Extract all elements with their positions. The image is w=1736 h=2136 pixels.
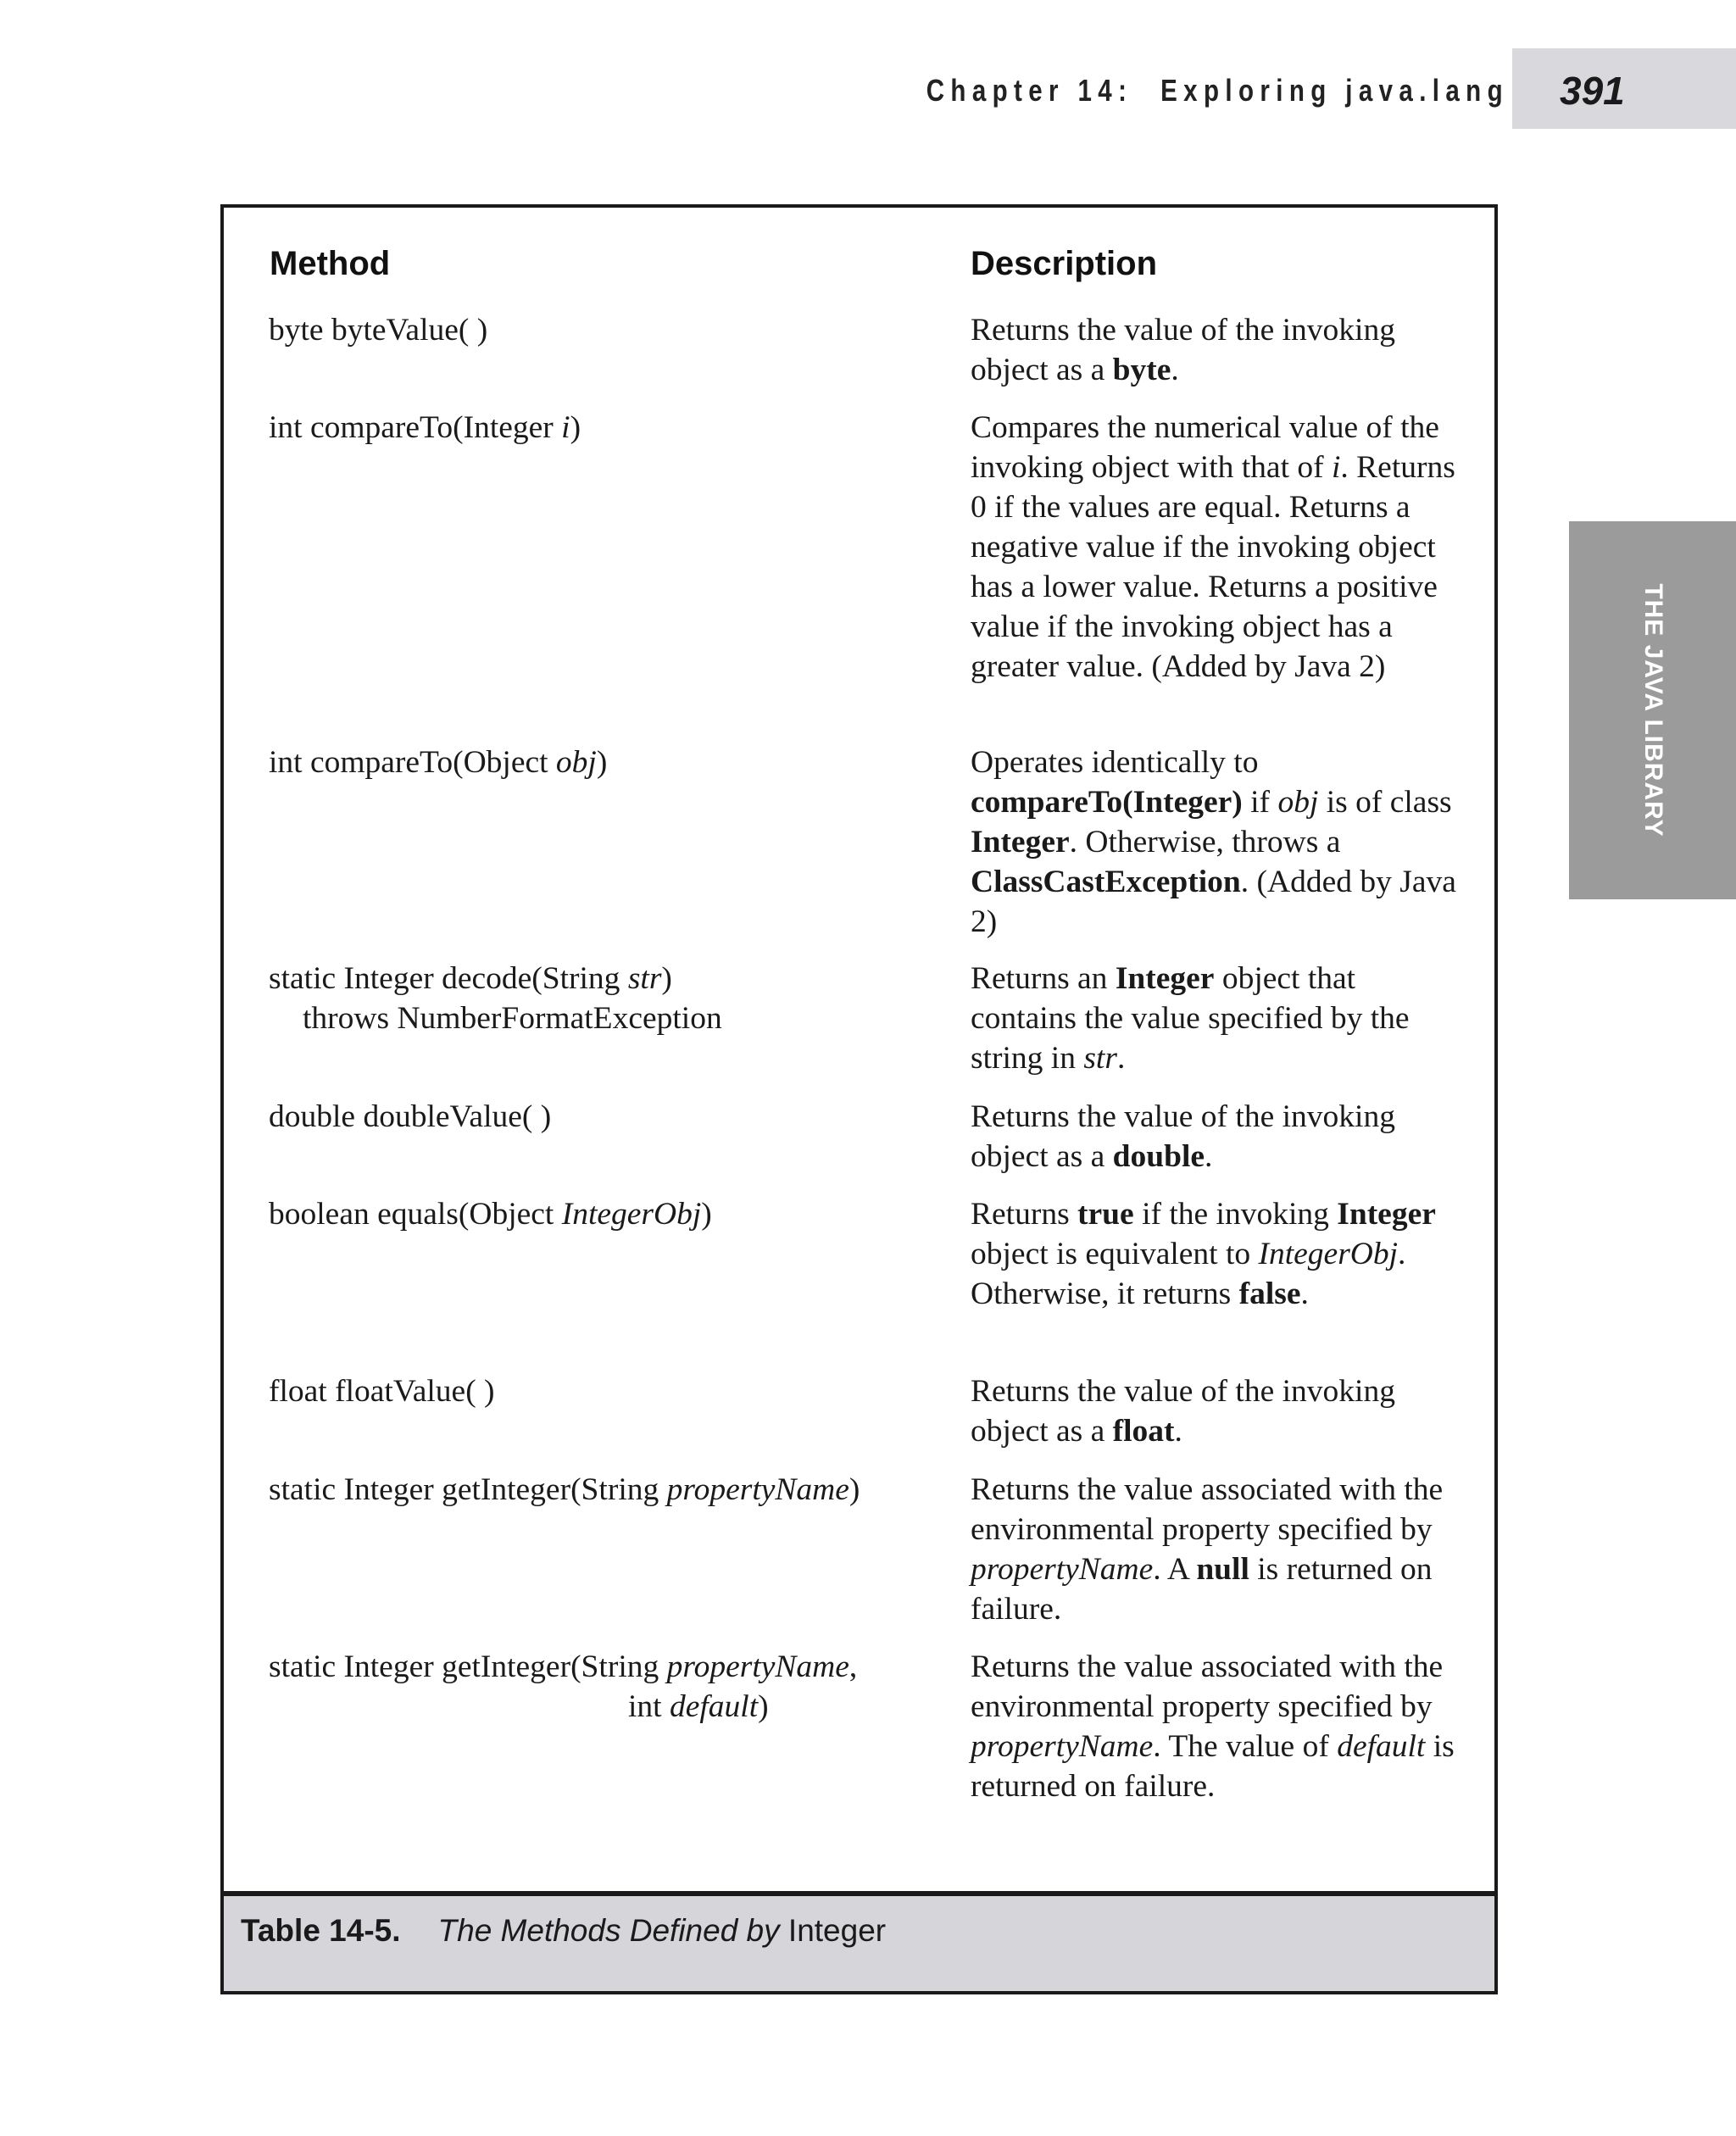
chapter-label: Chapter 14: bbox=[926, 73, 1133, 108]
text-run: byte byteValue( ) bbox=[269, 313, 488, 348]
text-run: . bbox=[1174, 1414, 1182, 1449]
chapter-title: Exploring java.lang bbox=[1160, 73, 1509, 108]
method-cell bbox=[269, 310, 971, 408]
bold-term: Integer bbox=[1115, 961, 1215, 996]
description-cell bbox=[971, 310, 1466, 408]
text-run: , bbox=[849, 1649, 858, 1684]
text-run: ) bbox=[661, 961, 672, 996]
description-cell bbox=[971, 1470, 1466, 1647]
table-row bbox=[269, 310, 1464, 408]
italic-term: IntegerObj bbox=[561, 1197, 702, 1232]
italic-term: IntegerObj bbox=[1258, 1237, 1399, 1271]
text-run: . Returns 0 if the values are equal. Returns a negative value if the invoking object has a lower value. Returns a positive value if the invoking object has a greater value. (Added by Java 2) bbox=[971, 450, 1455, 684]
table-caption-band bbox=[224, 1891, 1494, 1991]
text-run: Returns the value of the invoking object as a bbox=[971, 313, 1395, 387]
text-run: . bbox=[1205, 1139, 1213, 1174]
method-signature-continued bbox=[269, 1687, 971, 1727]
table-row bbox=[269, 408, 1464, 743]
description-cell bbox=[971, 408, 1466, 743]
column-header-method: Method bbox=[270, 245, 391, 282]
table-row bbox=[269, 1647, 1464, 1825]
table-row bbox=[269, 1371, 1464, 1470]
table-title-class: Integer bbox=[787, 1913, 887, 1948]
text-run: ) bbox=[596, 745, 608, 780]
bold-term: Integer bbox=[971, 825, 1070, 859]
text-run: float floatValue( ) bbox=[269, 1374, 495, 1409]
text-run: Returns the value associated with the environmental property specified by bbox=[971, 1649, 1444, 1724]
text-run: . bbox=[1116, 1041, 1126, 1076]
italic-term: default bbox=[669, 1689, 759, 1724]
text-run: if bbox=[1242, 785, 1278, 820]
text-run: ) bbox=[701, 1197, 712, 1232]
text-run: ) bbox=[758, 1689, 769, 1724]
text-run: if the invoking bbox=[1133, 1197, 1338, 1232]
table-number: Table 14-5. bbox=[241, 1913, 401, 1948]
text-run: . bbox=[1171, 353, 1179, 387]
italic-term: str bbox=[627, 961, 662, 996]
method-cell bbox=[269, 1097, 971, 1194]
text-run: boolean equals(Object bbox=[269, 1197, 562, 1232]
bold-term: float bbox=[1112, 1414, 1175, 1449]
text-run: is of class bbox=[1318, 785, 1452, 820]
text-run: int bbox=[628, 1689, 670, 1724]
italic-term: str bbox=[1083, 1041, 1117, 1076]
text-run: object is equivalent to bbox=[971, 1237, 1259, 1271]
column-header-description: Description bbox=[971, 245, 1158, 282]
text-run: . The value of bbox=[1153, 1729, 1338, 1764]
method-signature bbox=[269, 1649, 857, 1684]
italic-term: propertyName bbox=[666, 1649, 849, 1684]
italic-term: default bbox=[1337, 1729, 1426, 1764]
text-run: is returned on failure. bbox=[971, 1729, 1455, 1804]
method-cell bbox=[269, 1371, 971, 1470]
table-row bbox=[269, 1097, 1464, 1194]
bold-term: Integer bbox=[1337, 1197, 1436, 1232]
text-run: object that contains the value specified by the string in bbox=[971, 961, 1410, 1076]
table-row bbox=[269, 1470, 1464, 1647]
text-run: Returns the value of the invoking object as a bbox=[971, 1099, 1395, 1174]
italic-term: i bbox=[1331, 450, 1341, 485]
text-run: static Integer getInteger(String bbox=[269, 1472, 667, 1507]
method-cell bbox=[269, 1194, 971, 1371]
bold-term: double bbox=[1112, 1139, 1205, 1174]
text-run: int compareTo(Integer bbox=[269, 410, 562, 445]
bold-term: null bbox=[1196, 1552, 1249, 1587]
table-row bbox=[269, 1194, 1464, 1371]
page-number: 391 bbox=[1560, 69, 1625, 113]
text-run: Compares the numerical value of the invoking object with that of bbox=[971, 410, 1439, 485]
table-body bbox=[269, 310, 1464, 1825]
italic-term: obj bbox=[555, 745, 597, 780]
method-cell bbox=[269, 959, 971, 1097]
italic-term: propertyName bbox=[971, 1729, 1154, 1764]
bold-term: compareTo(Integer) bbox=[971, 785, 1243, 820]
italic-term: i bbox=[561, 410, 570, 445]
description-cell bbox=[971, 1371, 1466, 1470]
text-run: . Otherwise, throws a bbox=[1069, 825, 1341, 859]
table-title: The Methods Defined by bbox=[437, 1913, 780, 1948]
bold-term: false bbox=[1238, 1277, 1301, 1311]
table-caption bbox=[241, 1913, 886, 1949]
method-cell bbox=[269, 1470, 971, 1647]
text-run: . Otherwise, it returns bbox=[971, 1237, 1406, 1311]
bold-term: true bbox=[1077, 1197, 1134, 1232]
text-run: Returns the value associated with the environmental property specified by bbox=[971, 1472, 1444, 1547]
method-signature bbox=[269, 961, 672, 996]
method-signature-continued: throws NumberFormatException bbox=[303, 1001, 722, 1036]
text-run: ) bbox=[849, 1472, 860, 1507]
text-run: double doubleValue( ) bbox=[269, 1099, 552, 1134]
bold-term: ClassCastException bbox=[971, 865, 1241, 899]
method-cell bbox=[269, 743, 971, 959]
text-run: . bbox=[1300, 1277, 1309, 1311]
table-row bbox=[269, 743, 1464, 959]
italic-term: propertyName bbox=[666, 1472, 849, 1507]
text-run: static Integer getInteger(String bbox=[269, 1649, 667, 1684]
bold-term: byte bbox=[1112, 353, 1171, 387]
italic-term: propertyName bbox=[971, 1552, 1154, 1587]
side-tab-label: THE JAVA LIBRARY bbox=[1639, 583, 1667, 837]
method-cell bbox=[269, 1647, 971, 1825]
italic-term: obj bbox=[1277, 785, 1319, 820]
table-row bbox=[269, 959, 1464, 1097]
running-header bbox=[897, 73, 1509, 108]
text-run: Returns the value of the invoking object as a bbox=[971, 1374, 1395, 1449]
text-run: . A bbox=[1153, 1552, 1197, 1587]
description-cell bbox=[971, 1097, 1466, 1194]
description-cell bbox=[971, 1647, 1466, 1825]
description-cell bbox=[971, 743, 1466, 959]
text-run: . (Added by Java 2) bbox=[971, 865, 1456, 939]
method-cell bbox=[269, 408, 971, 743]
text-run: static Integer decode(String bbox=[269, 961, 628, 996]
description-cell bbox=[971, 959, 1466, 1097]
text-run: Operates identically to bbox=[971, 745, 1259, 780]
text-run: int compareTo(Object bbox=[269, 745, 556, 780]
text-run: Returns an bbox=[971, 961, 1116, 996]
text-run: ) bbox=[570, 410, 581, 445]
text-run: Returns bbox=[971, 1197, 1078, 1232]
text-run: is returned on failure. bbox=[971, 1552, 1433, 1627]
description-cell bbox=[971, 1194, 1466, 1371]
